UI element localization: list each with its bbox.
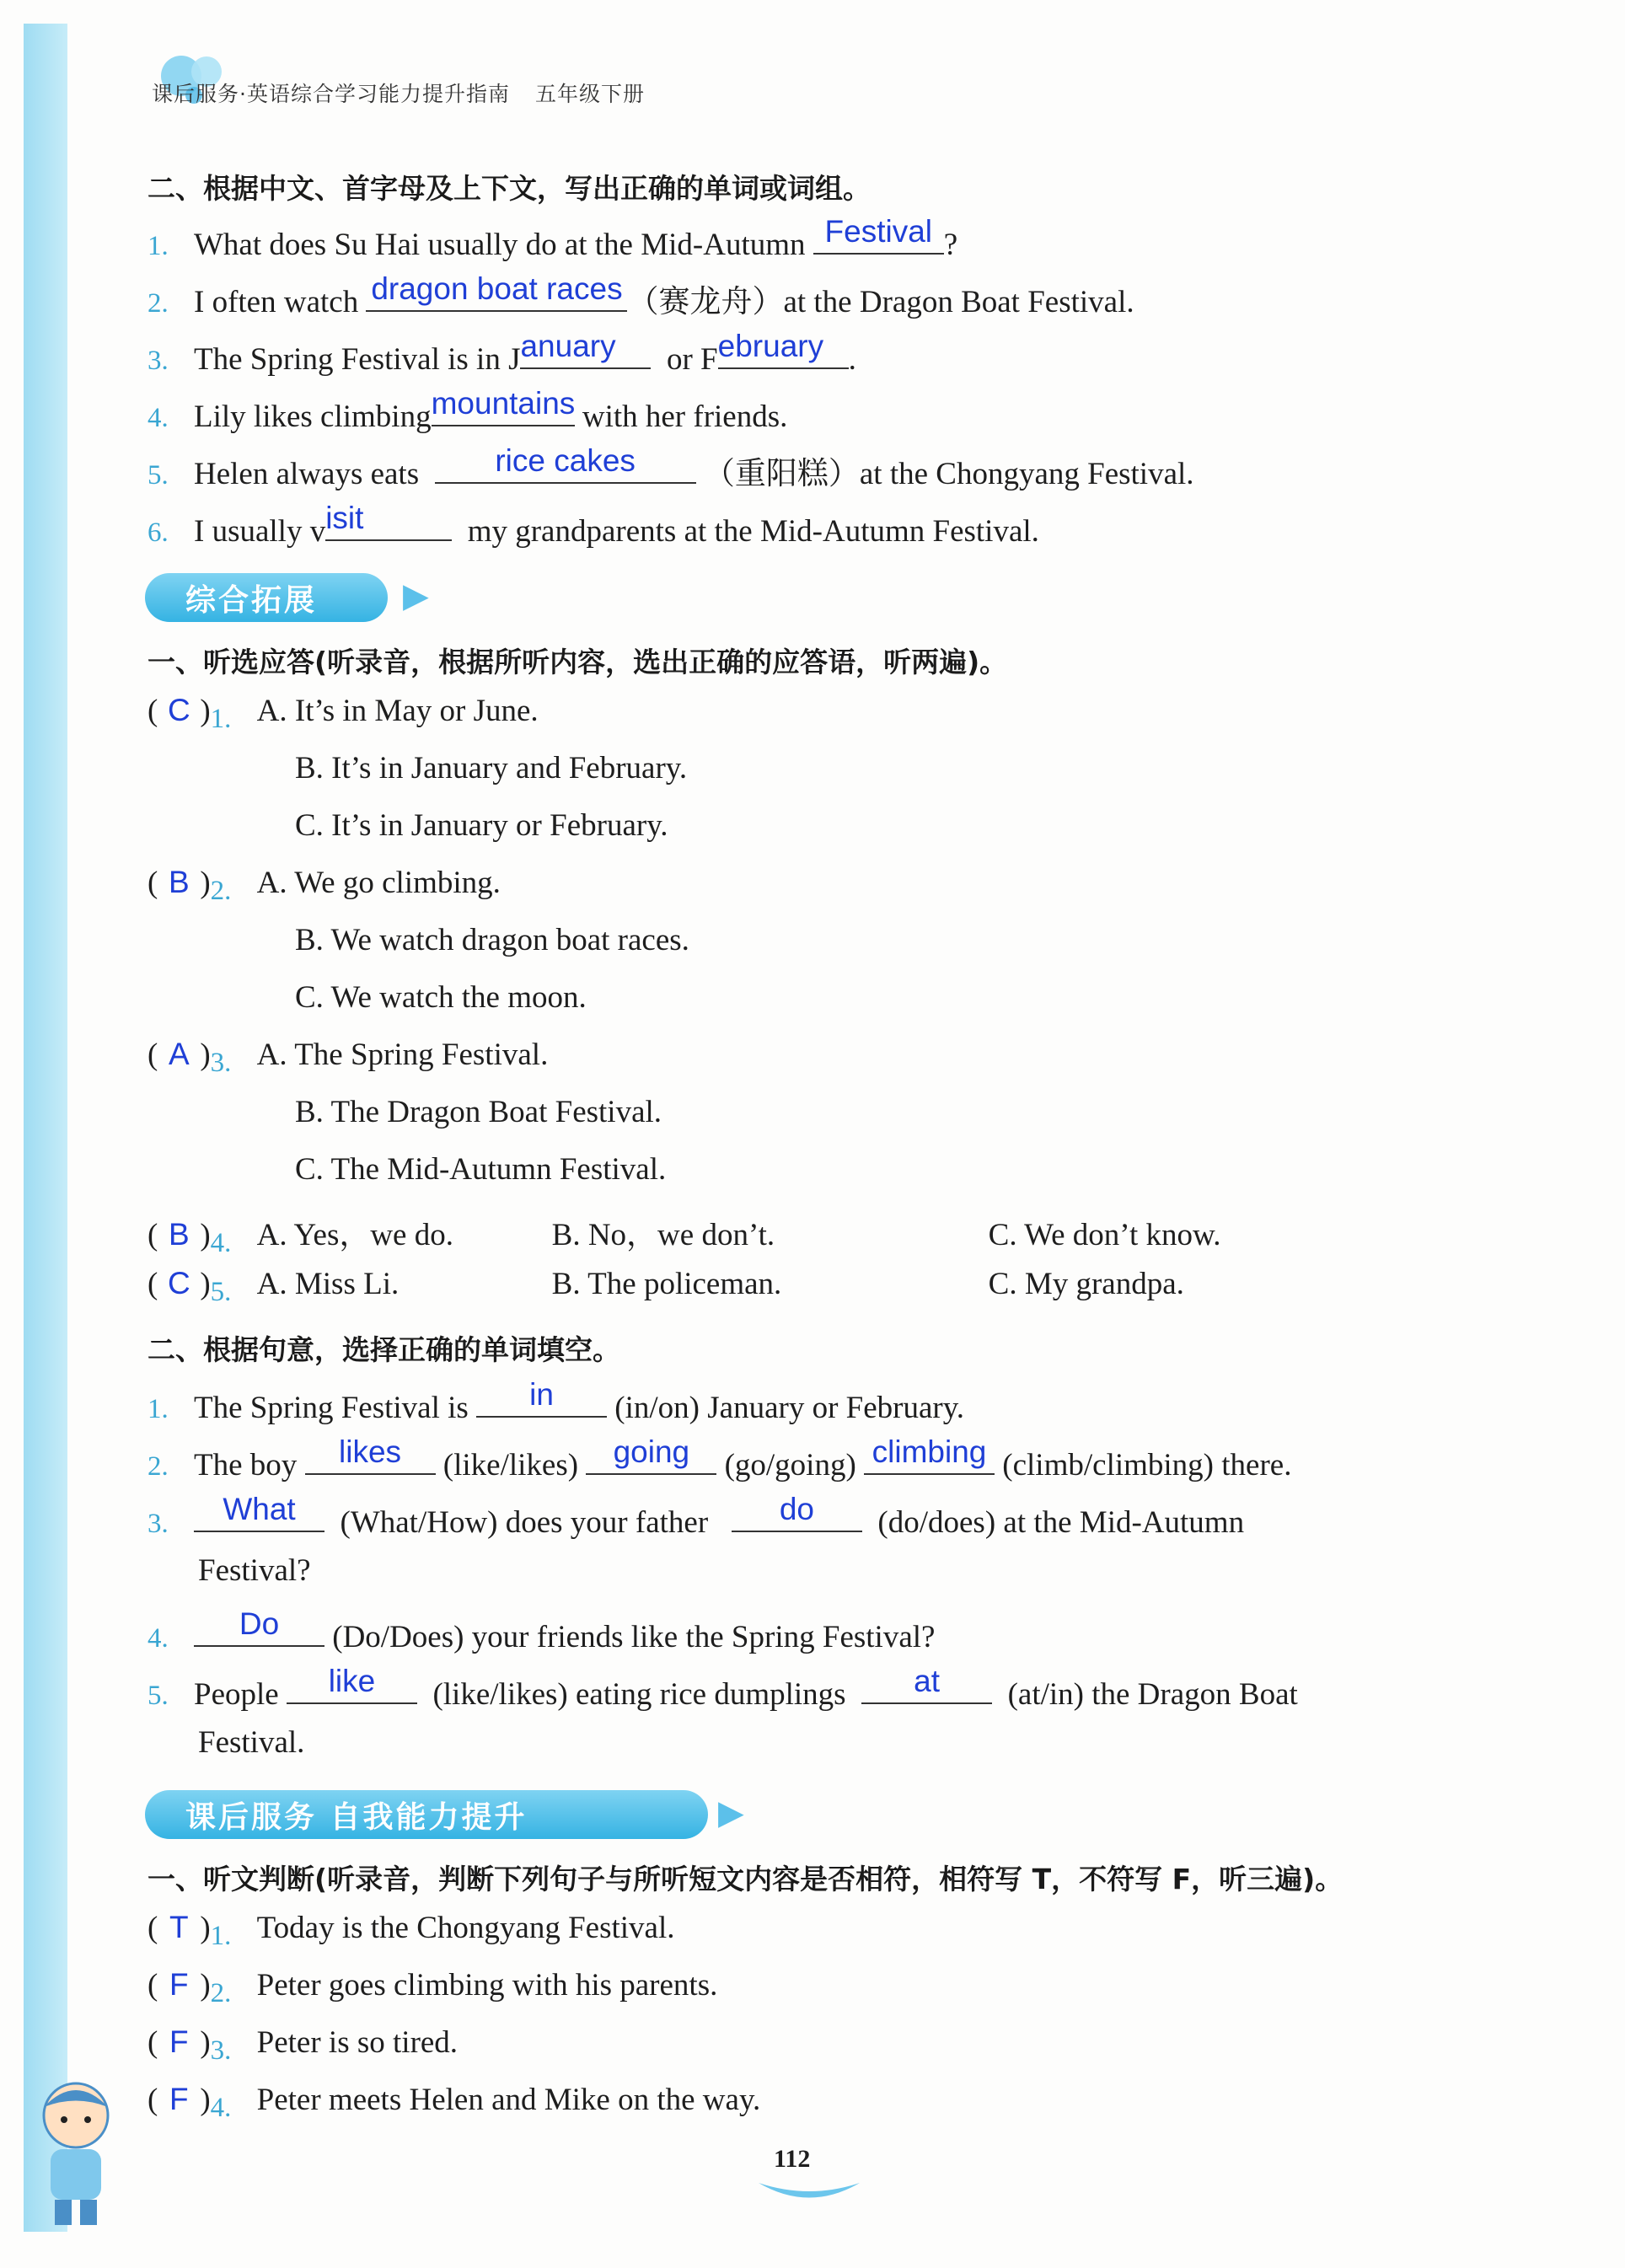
listen-option: B. It’s in January and February. xyxy=(295,751,688,785)
choose-item-5: 5. People like (like/likes) eating rice dumplings at (at/in) the Dragon Boat xyxy=(147,1664,1298,1712)
fill-item-3: 3. The Spring Festival is in J anuary or F ebruary . xyxy=(147,329,856,377)
fill-item-5: 5. Helen always eats rice cakes （重阳糕）at the Chongyang Festival. xyxy=(147,443,1194,491)
tf-answer[interactable]: T xyxy=(169,1910,189,1944)
choose-item-2: 2. The boy likes (like/likes) going (go/going) climbing (climb/climbing) there. xyxy=(147,1434,1292,1483)
listen-item-4: ( B ) 4. A. Yes，we do. B. No，we don’t. C. We don’t know. xyxy=(147,1217,1221,1258)
listen-option: C. It’s in January or February. xyxy=(295,808,668,843)
listen-option: B. The Dragon Boat Festival. xyxy=(295,1095,662,1129)
answer-blank[interactable]: rice cakes xyxy=(435,447,696,484)
listen-option: C. We watch the moon. xyxy=(295,980,587,1015)
choose-item-1: 1. The Spring Festival is in (in/on) January or February. xyxy=(147,1377,965,1425)
page-number: 112 xyxy=(774,2145,811,2173)
answer-blank[interactable]: do xyxy=(732,1495,862,1532)
answer-blank[interactable]: like xyxy=(287,1667,417,1704)
tf-answer[interactable]: F xyxy=(169,1967,189,2002)
fill-item-6: 6. I usually v isit my grandparents at the Mid-Autumn Festival. xyxy=(147,501,1039,549)
answer-blank[interactable]: climbing xyxy=(864,1438,995,1475)
fill-item-2: 2. I often watch dragon boat races （赛龙舟）at the Dragon Boat Festival. xyxy=(147,271,1134,319)
page-header xyxy=(152,67,645,118)
tf-answer[interactable]: F xyxy=(169,2082,189,2116)
listen-item-3: ( A ) 3. A. The Spring Festival. xyxy=(147,1037,549,1078)
answer-blank[interactable]: likes xyxy=(305,1438,436,1475)
choice-answer[interactable]: C xyxy=(167,693,190,727)
answer-blank[interactable]: Festival xyxy=(813,217,944,255)
listen-item-2: ( B ) 2. A. We go climbing. xyxy=(147,865,501,906)
banner-self-improvement: 课后服务 自我能力提升 xyxy=(145,1790,708,1839)
tf-item-2: ( F ) 2. Peter goes climbing with his parents. xyxy=(147,1967,718,2008)
answer-blank[interactable]: in xyxy=(476,1381,607,1418)
choice-answer[interactable]: C xyxy=(167,1266,190,1300)
listen-item-1: ( C ) 1. A. It’s in May or June. xyxy=(147,693,539,734)
tf-item-1: ( T ) 1. Today is the Chongyang Festival. xyxy=(147,1910,675,1951)
listen-option: B. We watch dragon boat races. xyxy=(295,923,689,957)
choose-item-5-cont: Festival. xyxy=(198,1725,305,1760)
answer-blank[interactable]: at xyxy=(861,1667,992,1704)
choose-item-3: 3. What (What/How) does your father do (do/does) at the Mid-Autumn xyxy=(147,1492,1245,1540)
left-decorative-strip xyxy=(24,24,67,2232)
page-number-swoosh-icon xyxy=(754,2179,864,2204)
double-arrow-icon: ▶ xyxy=(403,576,429,615)
banner-extension: 综合拓展 xyxy=(145,573,388,622)
choice-answer[interactable]: A xyxy=(168,1037,190,1071)
fill-item-4: 4. Lily likes climbing mountains with her friends. xyxy=(147,386,788,434)
choose-item-3-cont: Festival? xyxy=(198,1553,311,1588)
section-title-fill: 二、根据中文、首字母及上下文，写出正确的单词或词组。 xyxy=(147,172,871,205)
double-arrow-icon: ▶ xyxy=(718,1793,744,1832)
tf-item-3: ( F ) 3. Peter is so tired. xyxy=(147,2024,459,2066)
answer-blank[interactable]: anuary xyxy=(520,332,651,369)
answer-blank[interactable]: dragon boat races xyxy=(366,275,627,312)
tf-answer[interactable]: F xyxy=(169,2024,189,2059)
answer-blank[interactable]: What xyxy=(194,1495,324,1532)
choice-answer[interactable]: B xyxy=(168,1217,190,1252)
header-grade: 五年级下册 xyxy=(534,82,645,106)
answer-blank[interactable]: going xyxy=(586,1438,716,1475)
fill-item-1: 1. What does Su Hai usually do at the Mid-Autumn Festival ? xyxy=(147,214,958,262)
listen-option: C. The Mid-Autumn Festival. xyxy=(295,1152,667,1187)
answer-blank[interactable]: Do xyxy=(194,1610,324,1647)
cartoon-boy-icon xyxy=(25,2073,126,2233)
tf-item-4: ( F ) 4. Peter meets Helen and Mike on the way. xyxy=(147,2082,761,2123)
choose-item-4: 4. Do (Do/Does) your friends like the Spring Festival? xyxy=(147,1606,936,1654)
answer-blank[interactable]: isit xyxy=(325,504,452,541)
section-title-listen: 一、听选应答(听录音，根据所听内容，选出正确的应答语，听两遍)。 xyxy=(147,646,1008,678)
header-title: 课后服务·英语综合学习能力提升指南 xyxy=(152,82,510,106)
choice-answer[interactable]: B xyxy=(168,865,190,899)
section-title-tf: 一、听文判断(听录音，判断下列句子与所听短文内容是否相符，相符写 T，不符写 F，听三遍)。 xyxy=(147,1863,1343,1895)
section-title-choose: 二、根据句意，选择正确的单词填空。 xyxy=(147,1333,620,1366)
answer-blank[interactable]: ebruary xyxy=(718,332,849,369)
answer-blank[interactable]: mountains xyxy=(432,389,575,426)
listen-item-5: ( C ) 5. A. Miss Li. B. The policeman. C. My grandpa. xyxy=(147,1266,1184,1307)
